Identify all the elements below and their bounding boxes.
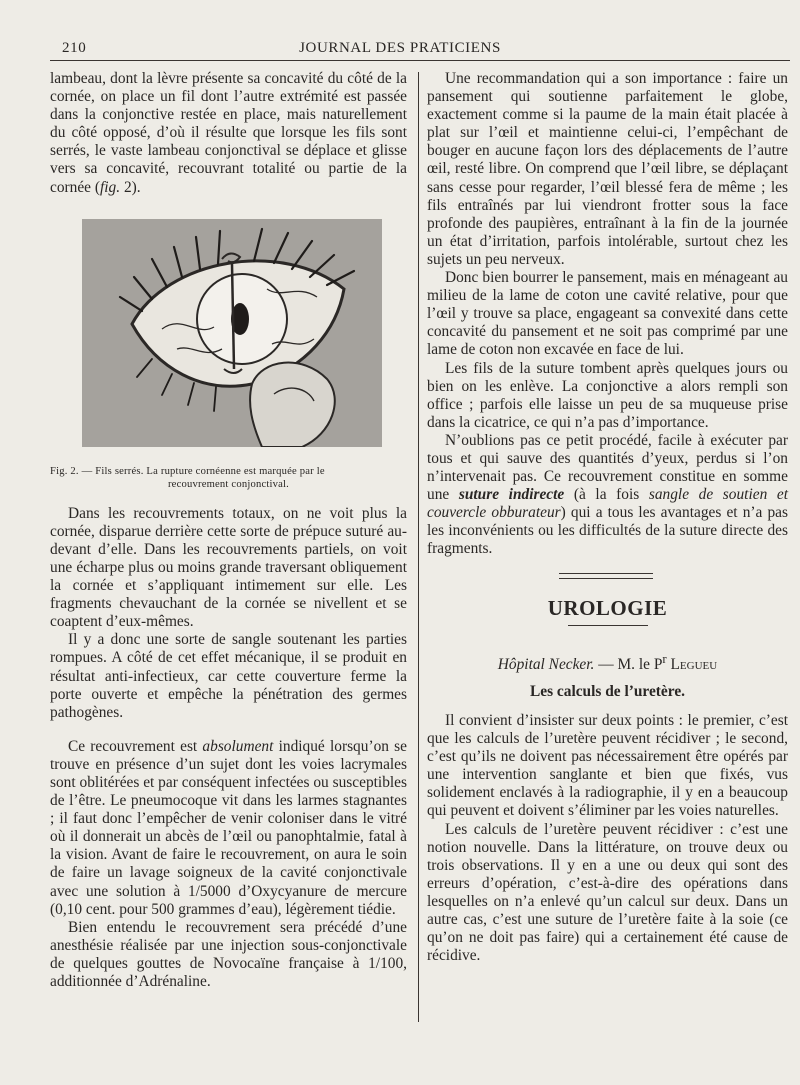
paragraph: Donc bien bourrer le pansement, mais en ménageant au milieu de la lame de coton une cavité relative, pour que l’œil y trouve sa place, engageant sa convexité dans cette concavité du pansement et ne soit pas comprimé par une lame de coton non excavée en face de lui.: [427, 269, 788, 359]
paragraph: Les calculs de l’uretère peuvent récidiver : c’est une notion nouvelle. Dans la littérature, on trouve deux ou trois observations. Il y en a une ou deux qui sont des erreurs d’opération, c’est-à-dire des opérations dans lesquelles on n’a enlevé qu’un calcul sur deux. Dans un autre cas, c’est une suture de l’uretère faite à la soie (ce qu’on ne doit pas faire) qui a certainement été cause de récidive.: [427, 820, 788, 965]
emphasis: absolument: [202, 737, 274, 755]
page-number: 210: [62, 40, 87, 56]
caption-line: Fig. 2. — Fils serrés. La rupture cornéenne est marquée par le: [50, 465, 325, 477]
caption-line: recouvrement conjonctival.: [167, 478, 290, 490]
section-separator: [559, 573, 653, 579]
paragraph: [50, 738, 407, 919]
right-column: [427, 70, 788, 965]
superscript: r: [662, 651, 667, 666]
eye-drawing: [82, 219, 382, 447]
paragraph: [50, 70, 407, 197]
paragraph: Bien entendu le recouvrement sera précédé d’une anesthésie réalisée par une injection sous-conjonctivale de quelques gouttes de Novocaïne française à 1/100, additionnée d’Adrénaline.: [50, 918, 407, 990]
paragraph: Les fils de la suture tombent après quelques jours ou bien on les enlève. La conjonctive a alors rempli son office ; parfois elle laisse un peu de sa muqueuse prise dans la cicatrice, ce qui n’a pas d’importance.: [427, 359, 788, 431]
emphasis: suture indirecte: [458, 486, 565, 504]
left-column: [50, 70, 407, 991]
emphasis: sangle de soutien et couvercle obburateur: [427, 486, 788, 522]
hospital-line: [427, 650, 788, 674]
paragraph: [427, 432, 788, 559]
paragraph: Dans les recouvrements totaux, on ne voit plus la cornée, disparue derrière cette sorte de prépuce suturé au-devant d’elle. Dans les recouvrements partiels, on voit une écharpe plus ou moins grande traversant obliquement la cornée et s’appliquant intimement sur elle. Les fragments chevauchant de la cornée se nivellent et se coaptent d’eux-mêmes.: [50, 504, 407, 631]
text: lambeau, dont la lèvre présente sa concavité du côté de la cornée, on place un fil dont l’autre extrémité est passée dans la conjonctive restée en place, mais naturellement du côté opposé, d’où il résulte que lorsque les fils sont serrés, le vaste lambeau conjonctival se déplace et glisse vers sa concavité, recouvrant totalité ou partie de la cornée (: [50, 70, 407, 196]
header-rule: [50, 60, 790, 61]
text: N’oublions pas ce petit procédé, facile à exécuter par tous et qui sauve des quantités d’yeux, perdus si l’on n’intervenait pas. Ce recouvrement constitue en somme une: [427, 431, 788, 504]
figure-eye-illustration: [82, 219, 382, 447]
text: 2).: [120, 178, 141, 196]
figure-reference: fig.: [99, 178, 121, 196]
text: indiqué lorsqu’on se trouve en présence d’un sujet dont les voies lacrymales sont oblitérées et par conséquent infectées ou susceptibles de l’être. Le pneumocoque vit dans les larmes stagnantes ; il faut donc l’empêcher de venir coloniser dans le vitré où il donnerait un abcès de l’œil ou panophtalmie, fatal à la vision. Avant de faire le recouvrement, on aura le soin de faire un lavage soigneux de la cavité conjonctivale avec une solution à 1/5000 d’Oxycyanure de mercure (0,10 cent. pour 500 grammes d’eau), légèrement tiédie.: [50, 737, 407, 918]
journal-title: JOURNAL DES PRATICIENS: [299, 40, 501, 56]
paragraph: Il y a donc une sorte de sangle soutenant les parties rompues. A côté de cet effet mécanique, il se produit en résultat anti-infectieux, car cette couverture ferme la porte ouverte et empêche la pénétration des germes pathogènes.: [50, 631, 407, 721]
text: ) qui a tous les avantages et n’a pas les inconvénients ou les difficultés de la suture directe des fragments.: [427, 504, 788, 558]
article-title: Les calculs de l’uretère.: [529, 682, 685, 700]
paragraph: Il convient d’insister sur deux points : le premier, c’est que les calculs de l’uretère peuvent récidiver ; le second, c’est qu’ils ne doivent pas nécessairement être opérés par une intervention sanglante et bien que fixés, vus solidement enclavés à la radiographie, il y en a beaucoup qui peuvent et doivent s’éliminer par les voies naturelles.: [427, 711, 788, 820]
page-header: [0, 36, 800, 60]
section-underline: [568, 625, 648, 626]
hospital-name: Hôpital Necker.: [497, 655, 595, 673]
text: Ce recouvrement est: [68, 737, 203, 755]
column-divider: [418, 72, 419, 1022]
author-name: Legueu: [666, 655, 718, 673]
figure-caption: [50, 465, 407, 491]
text: (à la fois: [564, 486, 649, 504]
paragraph: Une recommandation qui a son importance : faire un pansement qui soutienne parfaitement le globe, exactement comme si la paume de la main était placée à plat sur l’œil et maintienne celui-ci, l’empêchant de bouger en aucune façon lors des déplacements de l’autre œil, resté libre. On comprend que l’œil libre, se déplaçant sans cesse pour regarder, l’œil blessé fera de même ; les fils entraînés par lui viendront frotter sous la face profonde des paupières, entraînant à la fin de la journée un état d’irritation, parfois intolérable, surtout chez les sujets un peu nerveux.: [427, 70, 788, 268]
section-title: UROLOGIE: [547, 595, 668, 620]
text: — M. le P: [594, 655, 663, 673]
